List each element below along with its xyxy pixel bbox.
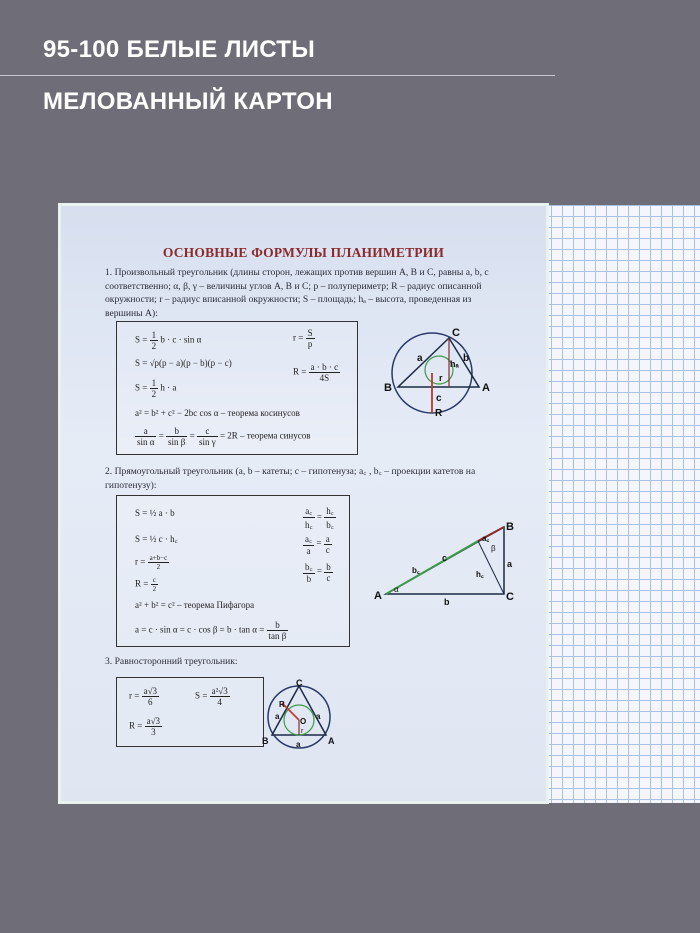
svg-text:α: α <box>394 585 399 594</box>
svg-text:a꜀: a꜀ <box>482 534 490 543</box>
grid-paper-page <box>540 205 700 803</box>
svg-text:A: A <box>482 382 490 394</box>
svg-text:a: a <box>275 712 280 721</box>
area-formula-1: S = $\frac{1}{2}$ b · c · sin α <box>135 330 202 351</box>
circumradius-formula: R = $\frac{a \cdot b \cdot c}{4S}$ <box>293 362 339 383</box>
heron-formula: S = √p(p − a)(p − b)(p − c) <box>135 358 232 368</box>
svg-text:β: β <box>491 544 496 553</box>
svg-text:b: b <box>463 353 470 364</box>
svg-text:C: C <box>506 591 514 603</box>
right-trig: a = c · sin α = c · cos β = b · tan α = $\frac{b}{\text{tan β}}$ <box>135 620 287 641</box>
svg-text:O: O <box>300 717 307 726</box>
svg-text:b꜀: b꜀ <box>412 566 420 575</box>
svg-text:c: c <box>436 393 442 404</box>
section-1-text: 1. Произвольный треугольник (длины сторон, лежащих против вершин A, B и C, равны a, b, c соответственно; α, β, γ – величины углов A, B и C; p – полупериметр; R – радиус описанной окружности; r – радиус вписанной окружности; S – площадь; hₐ – высота, проведенная из вершины A): <box>105 267 489 319</box>
cover-title: ОСНОВНЫЕ ФОРМУЛЫ ПЛАНИМЕТРИИ <box>162 245 445 260</box>
svg-text:r: r <box>301 728 304 735</box>
svg-text:b: b <box>444 597 450 607</box>
proportion-3: $\frac{b꜀}{b}$ = $\frac{b}{c}$ <box>305 561 331 584</box>
svg-text:B: B <box>384 382 392 394</box>
cosine-law: a² = b² + c² − 2bc cos α – теорема косинусов <box>135 408 300 418</box>
svg-text:A: A <box>374 590 382 602</box>
pythagoras: a² + b² = c² – теорема Пифагора <box>135 600 255 610</box>
right-area-2: S = ½ c · h꜀ <box>135 534 178 544</box>
svg-text:hₐ: hₐ <box>450 359 459 369</box>
section-2-text: 2. Прямоугольный треугольник (a, b – катеты; c – гипотенуза; a꜀ , b꜀ – проекции катетов на гипотенузу): <box>105 466 476 491</box>
proportion-2: $\frac{a꜀}{a}$ = $\frac{a}{c}$ <box>305 533 330 556</box>
svg-text:a: a <box>417 353 423 364</box>
proportion-1: $\frac{a꜀}{h꜀}$ = $\frac{h꜀}{b꜀}$ <box>305 506 334 530</box>
sine-law: $\frac{a}{\text{sin α}}$ = $\frac{b}{\text{sin β}}$ = $\frac{c}{\text{sin γ}}$ = 2R – теорема синусов <box>137 426 311 447</box>
right-inradius: r = $\frac{a+b-c}{2}$ <box>135 554 168 571</box>
equilateral-inradius: r = $\frac{a√3}{6}$ <box>129 686 158 707</box>
svg-text:r: r <box>439 373 443 383</box>
svg-text:a: a <box>316 712 321 721</box>
cover-edge <box>58 203 549 804</box>
svg-text:c: c <box>442 553 448 563</box>
banner-line-2: МЕЛОВАННЫЙ КАРТОН <box>43 88 333 115</box>
area-formula-2: S = $\frac{1}{2}$ h · a <box>135 378 177 399</box>
right-circumradius: R = $\frac{c}{2}$ <box>135 576 157 593</box>
svg-text:C: C <box>296 678 303 688</box>
svg-text:a: a <box>296 740 301 749</box>
banner-divider <box>0 75 555 76</box>
banner-line-1: 95-100 БЕЛЫЕ ЛИСТЫ <box>43 36 316 63</box>
svg-text:h꜀: h꜀ <box>476 570 484 579</box>
svg-text:B: B <box>262 736 269 746</box>
svg-text:C: C <box>452 327 460 339</box>
svg-text:B: B <box>506 521 514 533</box>
svg-text:A: A <box>328 736 335 746</box>
svg-text:a: a <box>507 559 513 569</box>
inradius-formula: r = $\frac{S}{p}$ <box>293 328 313 349</box>
equilateral-circumradius: R = $\frac{a√3}{3}$ <box>129 716 161 737</box>
svg-text:R: R <box>435 408 443 419</box>
right-area-1: S = ½ a · b <box>135 508 175 518</box>
section-3-text: 3. Равносторонний треугольник: <box>105 656 238 667</box>
svg-text:R: R <box>279 700 285 709</box>
equilateral-area: S = $\frac{\text{a²√3}}{4}$ <box>195 686 228 707</box>
